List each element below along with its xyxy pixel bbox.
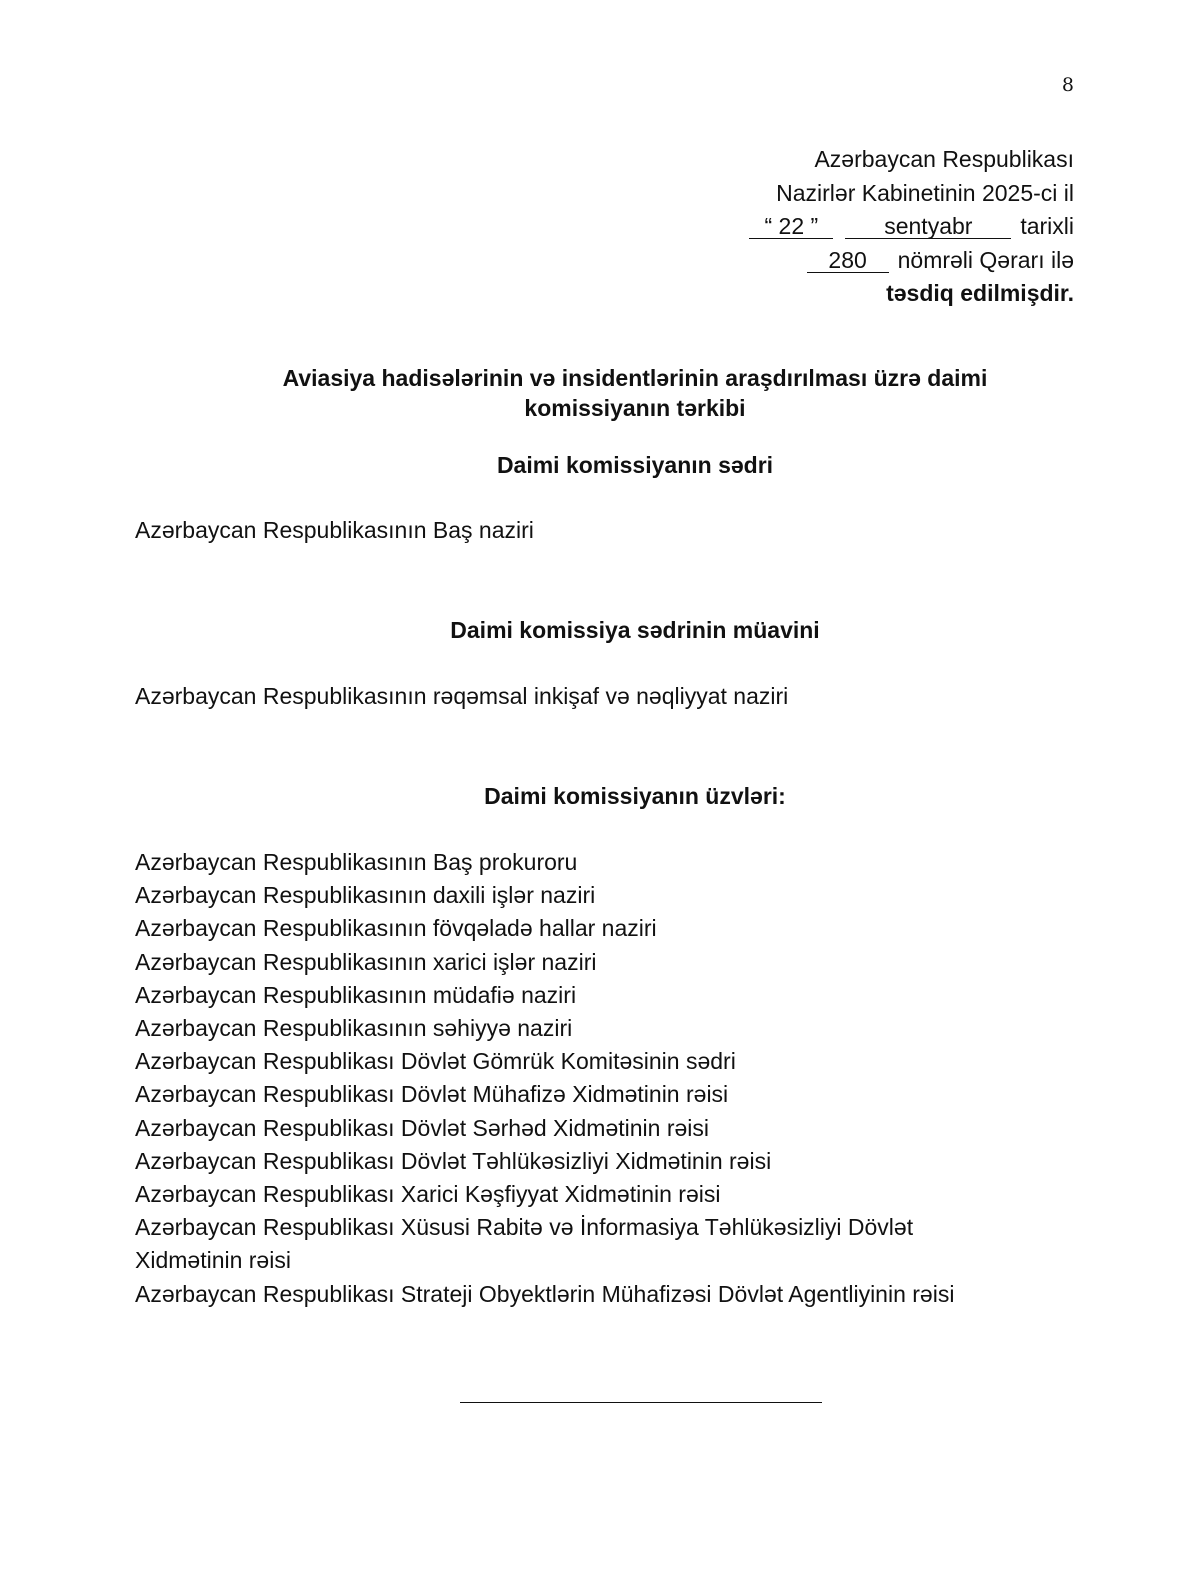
approval-date-line — [749, 210, 1074, 244]
approval-approved: təsdiq edilmişdir. — [886, 280, 1074, 306]
deputy-member: Azərbaycan Respublikasının rəqəmsal inkişaf və nəqliyyat naziri — [135, 683, 789, 709]
approval-block — [749, 143, 1074, 311]
member-item: Azərbaycan Respublikasının Baş prokuroru — [135, 849, 578, 875]
document-title-line-1: Aviasiya hadisələrinin və insidentlərinin araşdırılması üzrə daimi — [282, 365, 988, 391]
member-item: Azərbaycan Respublikası Xüsusi Rabitə və İnformasiya Təhlükəsizliyi Dövlət Xidmətinin rəisi — [135, 1214, 914, 1274]
member-item: Azərbaycan Respublikasının xarici işlər naziri — [135, 948, 597, 975]
member-item: Azərbaycan Respublikasının səhiyyə naziri — [135, 1015, 573, 1042]
member-item: Azərbaycan Respublikasının fövqəladə hallar naziri — [135, 915, 657, 942]
approval-tarixli: tarixli — [1020, 213, 1074, 239]
chair-heading: Daimi komissiyanın sədri — [496, 452, 774, 478]
member-item: Azərbaycan Respublikası Dövlət Gömrük Komitəsinin sədri — [135, 1048, 736, 1075]
members-heading: Daimi komissiyanın üzvləri: — [484, 783, 786, 809]
member-item: Azərbaycan Respublikasının daxili işlər naziri — [135, 882, 596, 909]
member-item: Azərbaycan Respublikası Strateji Obyektlərin Mühafizəsi Dövlət Agentliyinin rəisi — [135, 1280, 955, 1307]
member-item: Azərbaycan Respublikası Dövlət Sərhəd Xidmətinin rəisi — [135, 1114, 710, 1141]
decision-text: nömrəli Qərarı ilə — [897, 246, 1074, 273]
decision-number: 280 — [807, 248, 889, 273]
chair-member: Azərbaycan Respublikasının Baş naziri — [135, 517, 534, 543]
page-number: 8 — [1061, 74, 1074, 96]
members-list — [135, 846, 1015, 1311]
approval-month: sentyabr — [845, 214, 1011, 239]
deputy-heading: Daimi komissiya sədrinin müavini — [450, 617, 820, 643]
document-title — [135, 363, 1135, 423]
approval-line-2: Nazirlər Kabinetinin 2025-ci il — [776, 179, 1074, 206]
approval-day: “ 22 ” — [749, 214, 833, 239]
end-rule — [460, 1402, 822, 1403]
member-item: Azərbaycan Respublikası Dövlət Mühafizə Xidmətinin rəisi — [135, 1081, 729, 1108]
approval-line-1: Azərbaycan Respublikası — [814, 146, 1074, 172]
approval-decision-line — [749, 244, 1074, 278]
document-title-line-2: komissiyanın tərkibi — [524, 395, 746, 421]
member-item: Azərbaycan Respublikası Dövlət Təhlükəsizliyi Xidmətinin rəisi — [135, 1147, 772, 1174]
member-item: Azərbaycan Respublikasının müdafiə naziri — [135, 981, 577, 1008]
member-item: Azərbaycan Respublikası Xarici Kəşfiyyat Xidmətinin rəisi — [135, 1181, 721, 1208]
